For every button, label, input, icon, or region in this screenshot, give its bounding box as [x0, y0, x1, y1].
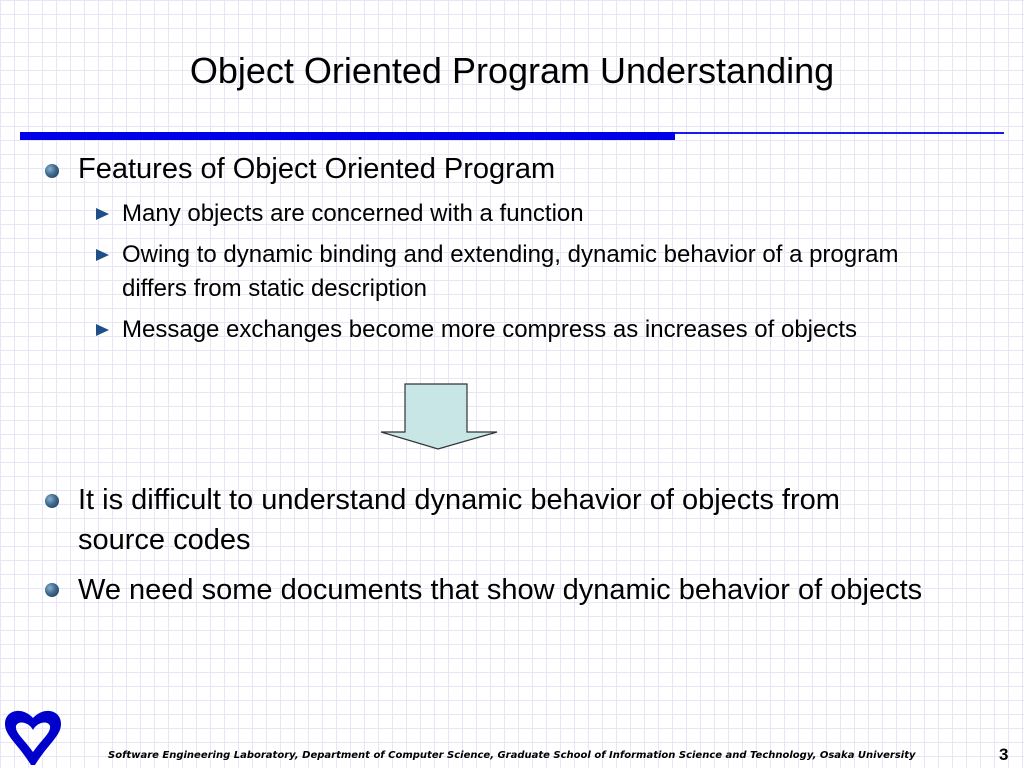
university-logo-icon: [2, 706, 64, 768]
sub-bullet-text: Many objects are concerned with a function: [122, 200, 584, 227]
bullet-dot-icon: [45, 494, 59, 508]
sub-bullet-text: Owing to dynamic binding and extending, dynamic behavior of a program differs from static description: [122, 241, 899, 302]
down-arrow-icon: [378, 382, 500, 452]
title-rule-thick: [20, 132, 675, 140]
bullet-text: We need some documents that show dynamic behavior of objects: [78, 574, 923, 606]
bullet-dot-icon: [45, 164, 59, 178]
bullet-text: It is difficult to understand dynamic behavior of objects from source codes: [78, 484, 840, 556]
sub-bullet-text: Message exchanges become more compress as increases of objects: [122, 316, 858, 343]
triangle-arrow-icon: [96, 208, 109, 220]
footer-text: Software Engineering Laboratory, Department of Computer Science, Graduate School of Information Science and Technology, Osaka University: [108, 750, 916, 761]
triangle-arrow-icon: [96, 249, 109, 261]
bullet-text: Features of Object Oriented Program: [78, 153, 556, 185]
bullet-dot-icon: [45, 583, 59, 597]
slide-title: Object Oriented Program Understanding: [189, 50, 835, 91]
page-number: 3: [999, 745, 1009, 764]
title-rule-thin: [675, 132, 1004, 134]
triangle-arrow-icon: [96, 324, 109, 336]
